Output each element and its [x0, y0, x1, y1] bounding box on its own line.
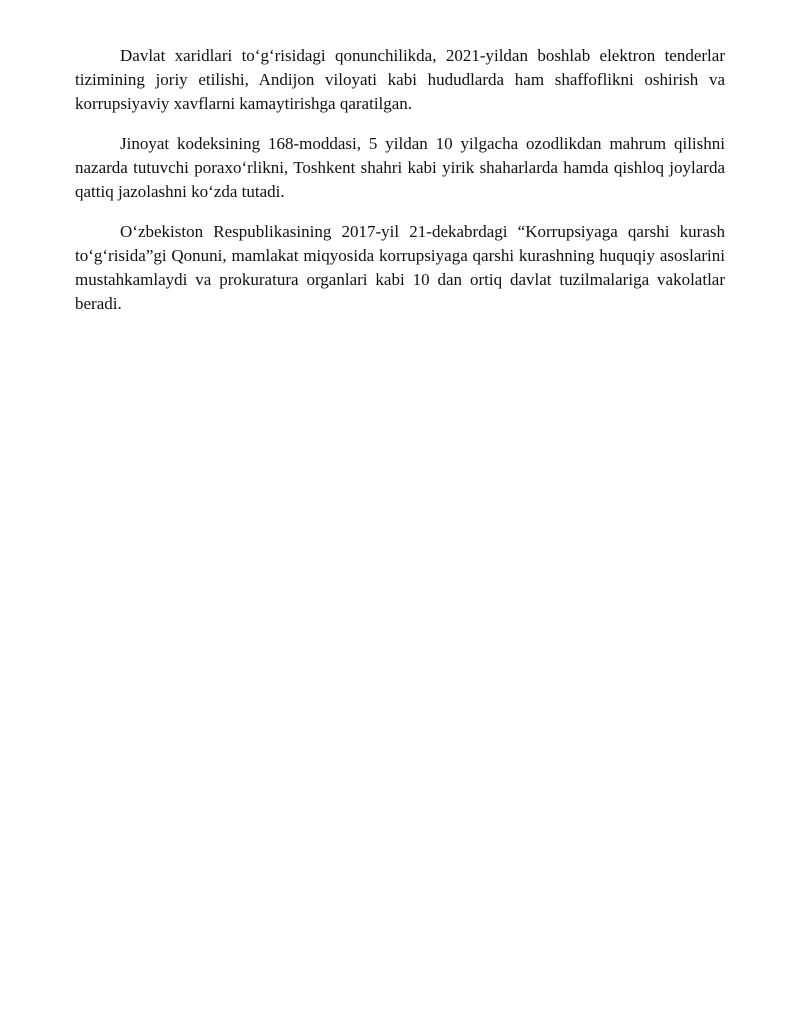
- paragraph-criminal-code: Jinoyat kodeksining 168-moddasi, 5 yildan 10 yilgacha ozodlikdan mahrum qilishni nazarda tutuvchi poraxo‘rlikni, Toshkent shahri kabi yirik shaharlarda hamda qishloq joylarda qattiq jazolashni ko‘zda tutadi.: [75, 134, 725, 201]
- paragraph-state-procurement: Davlat xaridlari to‘g‘risidagi qonunchilikda, 2021-yildan boshlab elektron tenderlar tizimining joriy etilishi, Andijon viloyati kabi hududlarda ham shaffoflikni oshirish va korrupsiyaviy xavflarni kamaytirishga qaratilgan.: [75, 46, 725, 113]
- paragraph-anti-corruption-law: O‘zbekiston Respublikasining 2017-yil 21-dekabrdagi “Korrupsiyaga qarshi kurash to‘g‘risida”gi Qonuni, mamlakat miqyosida korrupsiyaga qarshi kurashning huquqiy asoslarini mustahkamlaydi va prokuratura organlari kabi 10 dan ortiq davlat tuzilmalariga vakolatlar beradi.: [75, 222, 725, 313]
- document-body: [75, 44, 725, 332]
